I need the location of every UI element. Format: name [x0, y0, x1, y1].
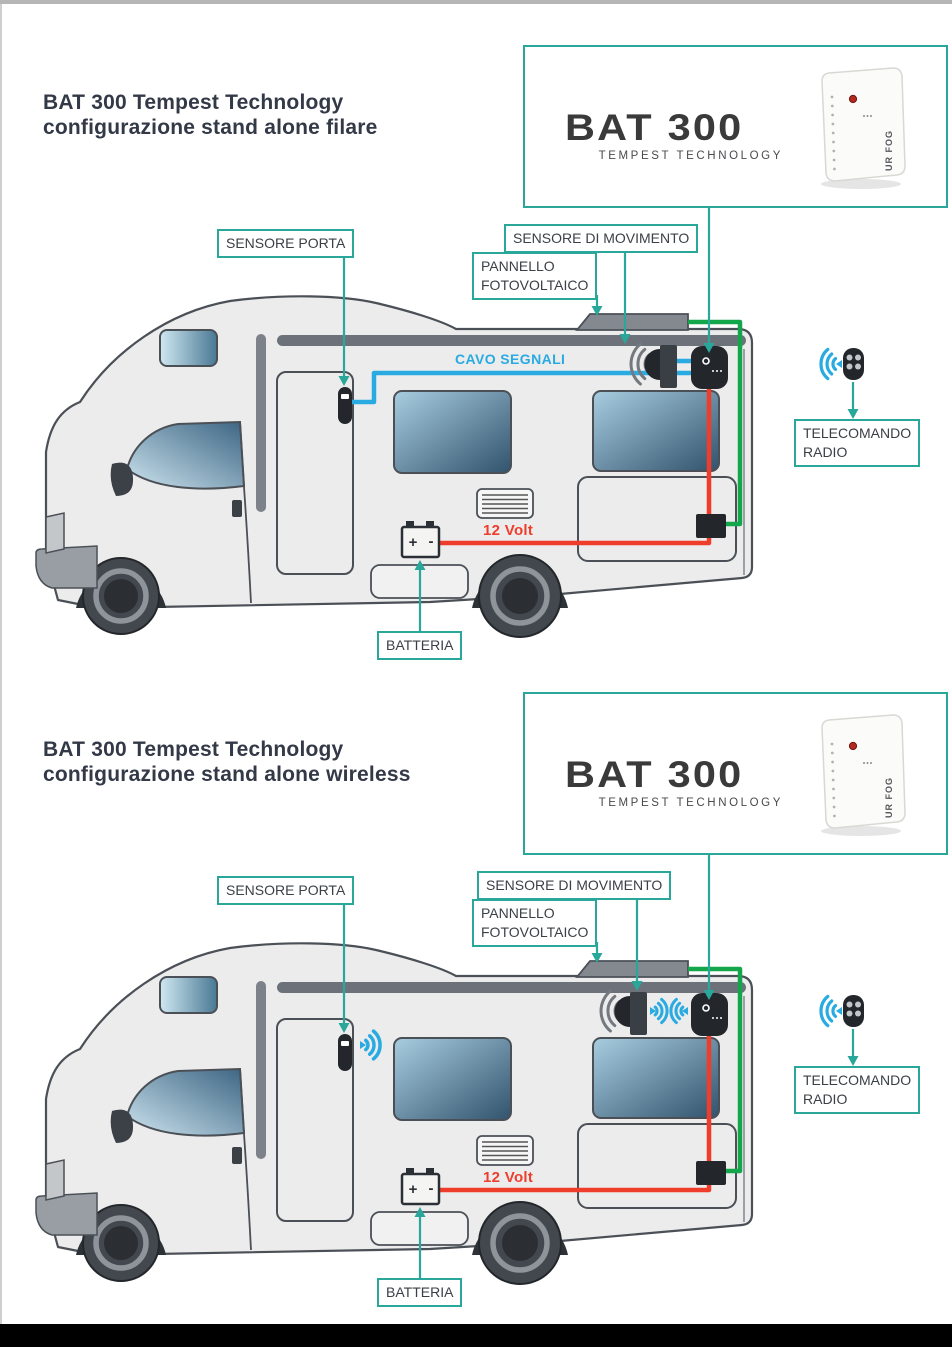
mid-window: [394, 391, 511, 473]
label-batteria: BATTERIA: [377, 1278, 462, 1307]
rear-window: [593, 1038, 719, 1118]
mid-window: [394, 1038, 511, 1120]
body-pillar: [256, 981, 266, 1159]
label-sensore-porta: SENSORE PORTA: [217, 876, 354, 905]
rear-wheel: [479, 1202, 561, 1284]
bat300-unit: [691, 993, 728, 1036]
camper-van: [36, 296, 752, 637]
page-bottom-bar: [0, 1324, 952, 1347]
arrowhead-icon: [848, 1056, 859, 1066]
solar-panel: [577, 961, 688, 977]
arrowhead-icon: [848, 409, 859, 419]
bat300-subtitle: TEMPEST TECHNOLOGY: [598, 797, 783, 809]
section-stand-alone-wireless: [0, 647, 952, 1337]
rear-wheel: [479, 555, 561, 637]
roof-trim-bar: [277, 335, 746, 346]
heading-line2: configurazione stand alone wireless: [43, 763, 411, 786]
svg-text:-: -: [428, 533, 434, 550]
solar-panel: [577, 314, 688, 330]
roof-trim-bar: [277, 982, 746, 993]
overcab-window: [160, 977, 217, 1013]
bat300-subtitle: TEMPEST TECHNOLOGY: [598, 150, 783, 162]
svg-text:+: +: [408, 534, 418, 551]
bat300-unit: [691, 346, 728, 389]
door-handle: [232, 1147, 242, 1164]
12volt-caption: 12 Volt: [483, 1169, 534, 1186]
section-title-wireless: [43, 737, 411, 787]
bat300-product-box: [523, 692, 948, 855]
battery-icon: [402, 1168, 439, 1204]
fog-device-image: [807, 61, 919, 191]
label-sensore-porta: SENSORE PORTA: [217, 229, 354, 258]
heading-line1: BAT 300 Tempest Technology: [43, 738, 344, 761]
rear-window: [593, 391, 719, 471]
remote-control-icon: [821, 995, 864, 1027]
fog-device-image: [807, 708, 919, 838]
label-telecomando-radio: TELECOMANDO RADIO: [794, 1066, 920, 1114]
bat300-product-box: [523, 45, 948, 208]
junction-box: [696, 1161, 726, 1185]
body-pillar: [256, 334, 266, 512]
remote-control-icon: [821, 348, 864, 380]
vent-grille: [477, 489, 533, 518]
vent-grille: [477, 1136, 533, 1165]
heading-line1: BAT 300 Tempest Technology: [43, 91, 344, 114]
device-brand-text: UR FOG: [884, 777, 894, 818]
section-title-filare: [43, 90, 378, 140]
svg-text:-: -: [428, 1180, 434, 1197]
cavo-segnali-caption: CAVO SEGNALI: [455, 351, 566, 367]
side-mirror: [111, 463, 133, 496]
overcab-window: [160, 330, 217, 366]
heading-line2: configurazione stand alone filare: [43, 116, 378, 139]
bat300-logo: BAT 300: [565, 107, 744, 148]
front-bumper: [36, 1193, 97, 1235]
radio-waves-icon: [821, 349, 842, 378]
headlight: [46, 513, 64, 553]
label-sensore-movimento: SENSORE DI MOVIMENTO: [504, 224, 698, 253]
label-sensore-movimento: SENSORE DI MOVIMENTO: [477, 871, 671, 900]
label-batteria: BATTERIA: [377, 631, 462, 660]
label-pannello-fotovoltaico: PANNELLO FOTOVOLTAICO: [472, 252, 597, 300]
front-bumper: [36, 546, 97, 588]
label-telecomando-radio: TELECOMANDO RADIO: [794, 419, 920, 467]
12volt-caption: 12 Volt: [483, 522, 534, 539]
radio-waves-icon: [821, 996, 842, 1025]
headlight: [46, 1160, 64, 1200]
door-handle: [232, 500, 242, 517]
junction-box: [696, 514, 726, 538]
svg-text:+: +: [408, 1181, 418, 1198]
bat300-logo: BAT 300: [565, 754, 744, 795]
door-sensor: [338, 387, 352, 424]
device-brand-text: UR FOG: [884, 130, 894, 171]
label-pannello-fotovoltaico: PANNELLO FOTOVOLTAICO: [472, 899, 597, 947]
door-sensor: [338, 1034, 352, 1071]
side-mirror: [111, 1110, 133, 1143]
battery-icon: [402, 521, 439, 557]
